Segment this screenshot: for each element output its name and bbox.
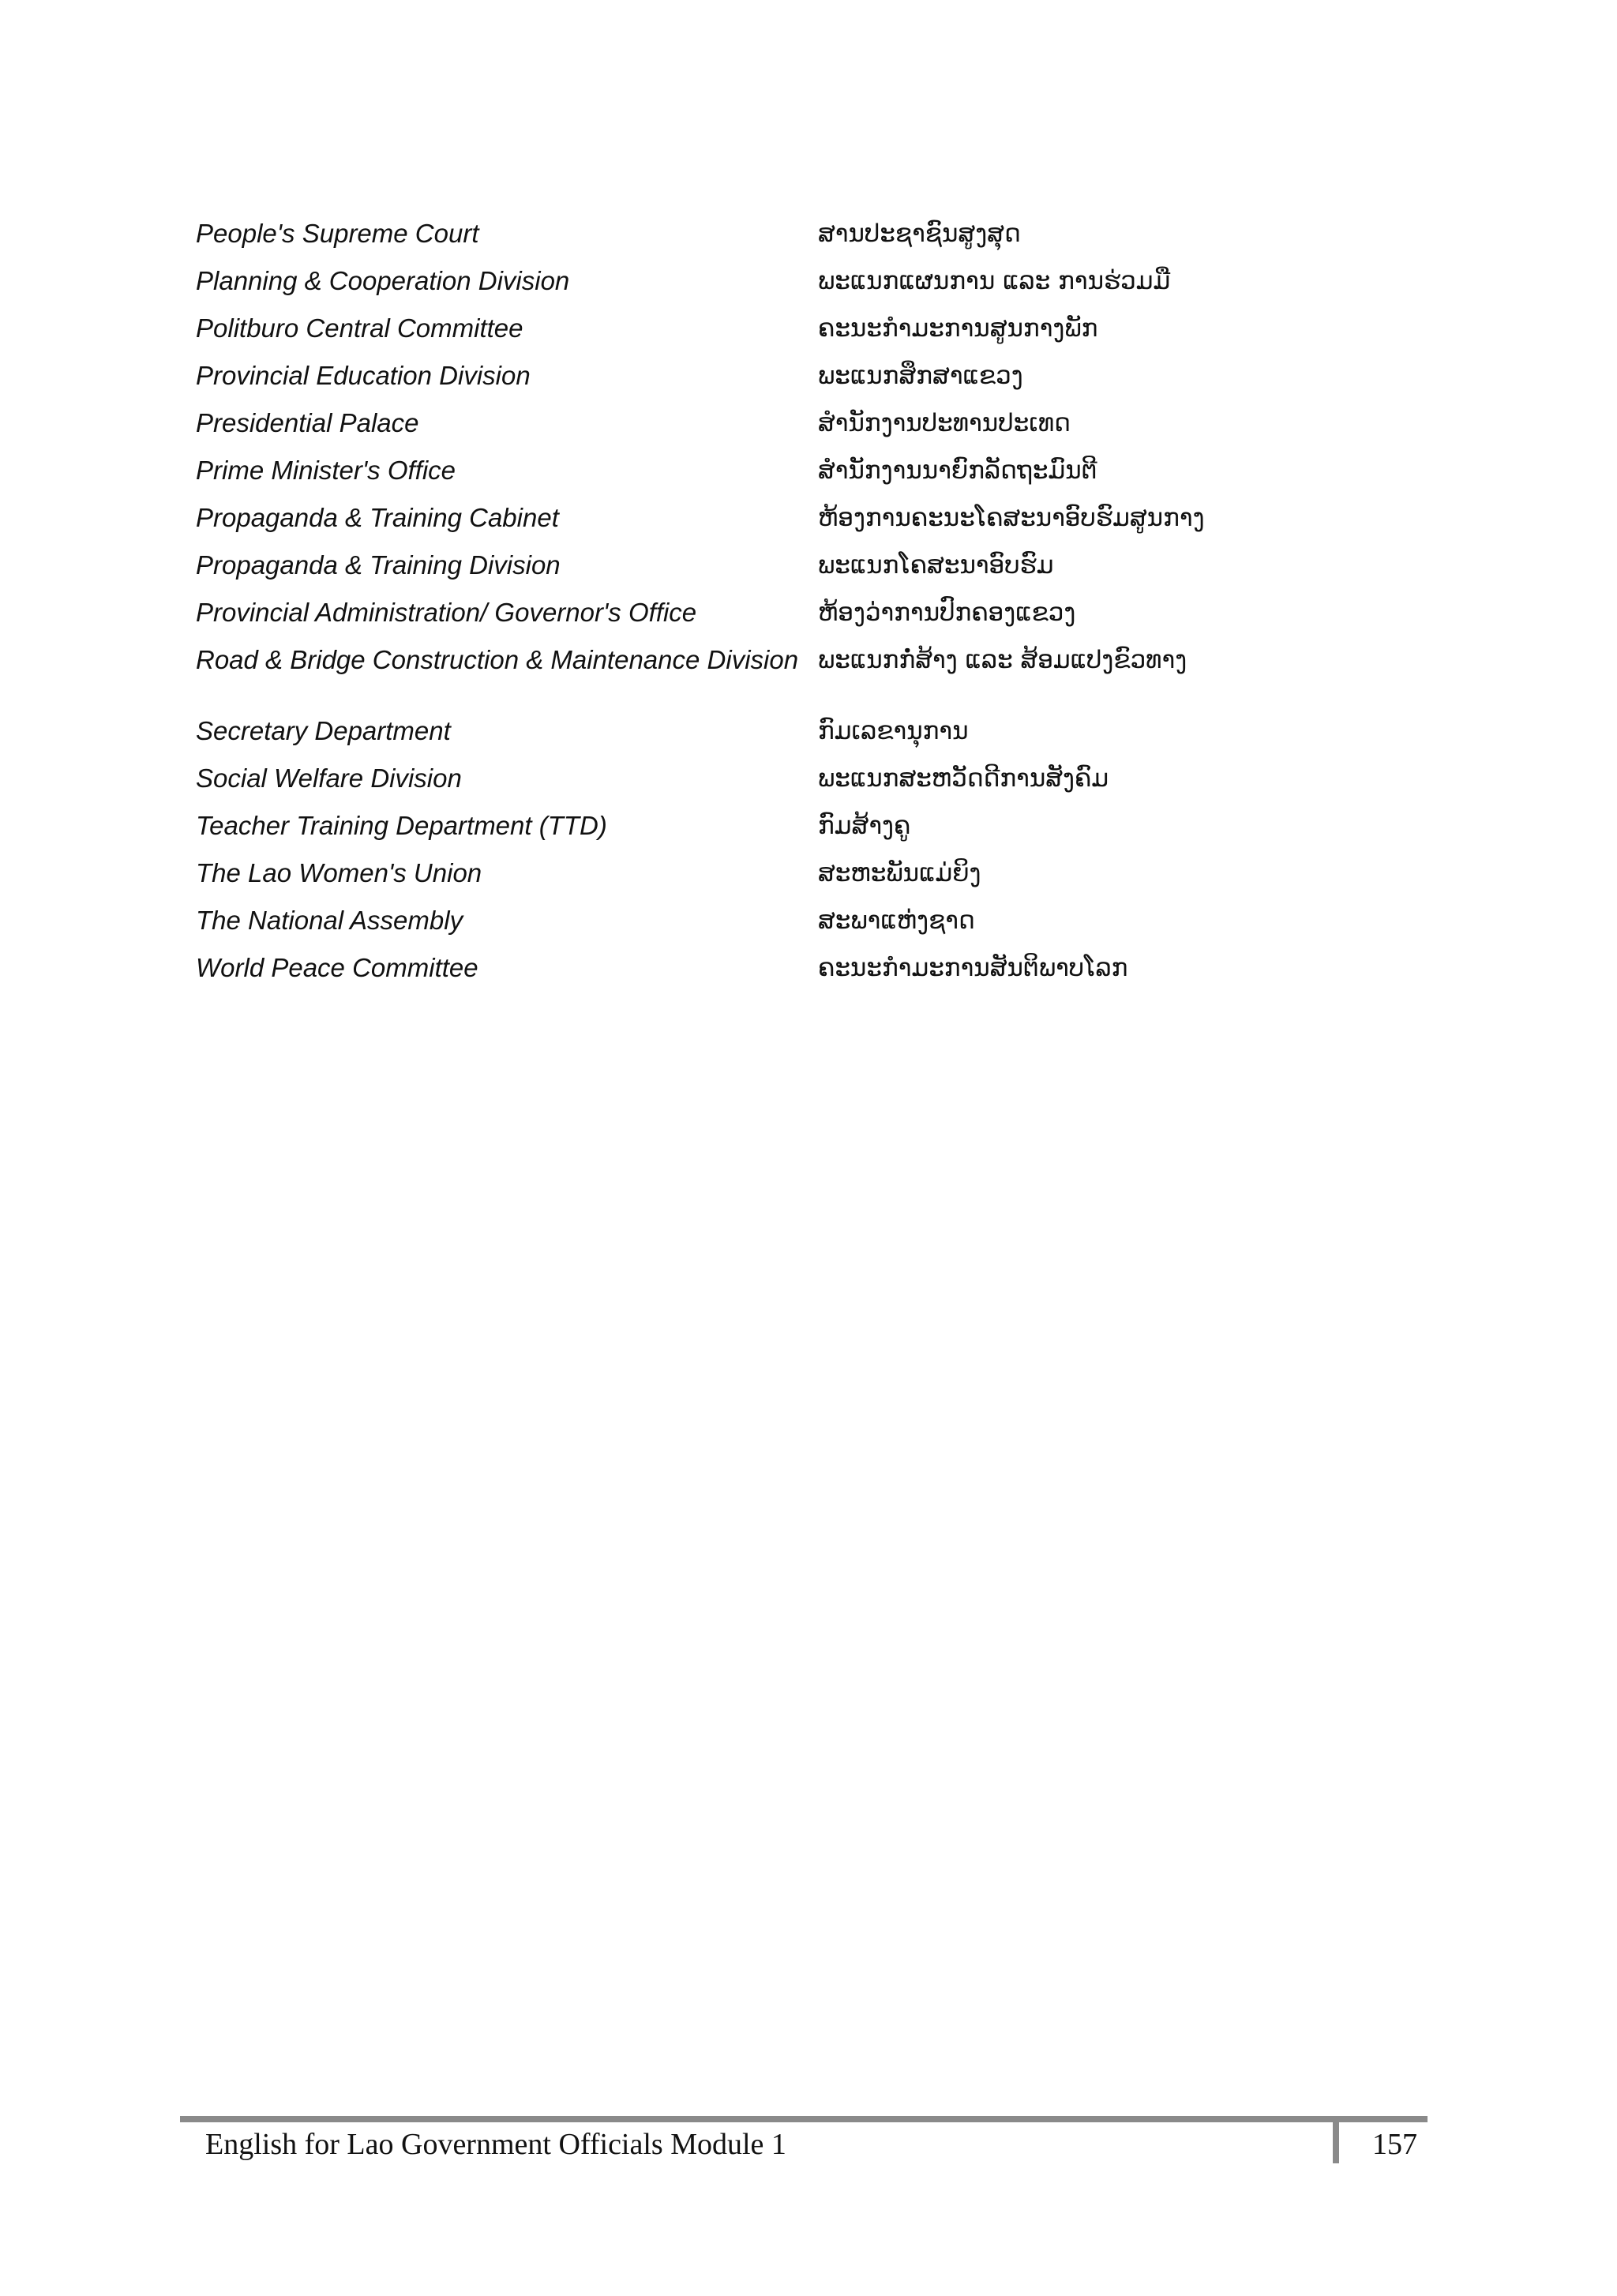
glossary-row bbox=[196, 711, 1301, 758]
term-english: Social Welfare Division bbox=[196, 763, 462, 793]
term-english: Prime Minister's Office bbox=[196, 456, 456, 485]
term-english: The Lao Women's Union bbox=[196, 858, 482, 887]
term-english: Provincial Education Division bbox=[196, 361, 531, 390]
term-english: Presidential Palace bbox=[196, 408, 419, 437]
term-lao: ກົມສ້າງຄູ bbox=[818, 812, 911, 840]
glossary-row bbox=[196, 213, 1301, 261]
glossary-row bbox=[196, 640, 1301, 711]
term-lao: ສະພາແຫ່ງຊາດ bbox=[818, 906, 975, 935]
term-lao: ພະແນກກໍ່ສ້າງ ແລະ ສ້ອມແປງຂົວທາງ bbox=[818, 646, 1187, 674]
glossary-list bbox=[196, 213, 1301, 995]
footer-title: English for Lao Government Officials Module 1 bbox=[205, 2128, 786, 2161]
term-lao: ສຳນັກງານນາຍົກລັດຖະມົນຕີ bbox=[818, 456, 1097, 485]
glossary-row bbox=[196, 497, 1301, 545]
term-lao: ສານປະຊາຊົນສູງສຸດ bbox=[818, 219, 1021, 248]
term-english: Politburo Central Committee bbox=[196, 313, 523, 343]
glossary-row bbox=[196, 805, 1301, 853]
glossary-row bbox=[196, 592, 1301, 640]
term-lao: ພະແນກແຜນການ ແລະ ການຮ່ວມມື bbox=[818, 267, 1171, 295]
glossary-row bbox=[196, 355, 1301, 403]
glossary-row bbox=[196, 403, 1301, 450]
term-english: Secretary Department bbox=[196, 716, 451, 745]
footer-rule bbox=[180, 2116, 1428, 2122]
glossary-row bbox=[196, 900, 1301, 947]
term-lao: ຫ້ອງການຄະນະໂຄສະນາອົບຮົມສູນກາງ bbox=[818, 504, 1205, 532]
glossary-row bbox=[196, 261, 1301, 308]
page-number: 157 bbox=[1372, 2128, 1417, 2161]
term-lao: ພະແນກໂຄສະນາອົບຮົມ bbox=[818, 551, 1054, 580]
term-lao: ສຳນັກງານປະທານປະເທດ bbox=[818, 409, 1071, 437]
term-lao: ຫ້ອງວ່າການປົກຄອງແຂວງ bbox=[818, 598, 1076, 627]
glossary-row bbox=[196, 853, 1301, 900]
term-english: Provincial Administration/ Governor's Office bbox=[196, 598, 697, 627]
term-lao: ກົມເລຂານຸການ bbox=[818, 717, 969, 745]
glossary-row bbox=[196, 450, 1301, 497]
glossary-row bbox=[196, 308, 1301, 355]
term-lao: ຄະນະກຳມະການສູນກາງພັກ bbox=[818, 314, 1098, 343]
term-lao: ພະແນກສະຫວັດດີການສັງຄົມ bbox=[818, 764, 1109, 793]
term-english: Teacher Training Department (TTD) bbox=[196, 811, 607, 840]
term-english: World Peace Committee bbox=[196, 953, 478, 982]
term-english: Propaganda & Training Division bbox=[196, 550, 561, 580]
term-english: Planning & Cooperation Division bbox=[196, 266, 570, 295]
term-lao: ສະຫະພັນແມ່ຍິງ bbox=[818, 859, 981, 887]
footer-separator bbox=[1333, 2116, 1339, 2163]
glossary-row bbox=[196, 545, 1301, 592]
term-english: Propaganda & Training Cabinet bbox=[196, 503, 559, 532]
term-english: The National Assembly bbox=[196, 906, 463, 935]
term-lao: ຄະນະກຳມະການສັນຕິພາບໂລກ bbox=[818, 954, 1128, 982]
glossary-row bbox=[196, 758, 1301, 805]
term-lao: ພະແນກສຶກສາແຂວງ bbox=[818, 362, 1023, 390]
term-english: People's Supreme Court bbox=[196, 219, 479, 248]
term-english: Road & Bridge Construction & Maintenance Division bbox=[196, 645, 799, 674]
glossary-row bbox=[196, 947, 1301, 995]
